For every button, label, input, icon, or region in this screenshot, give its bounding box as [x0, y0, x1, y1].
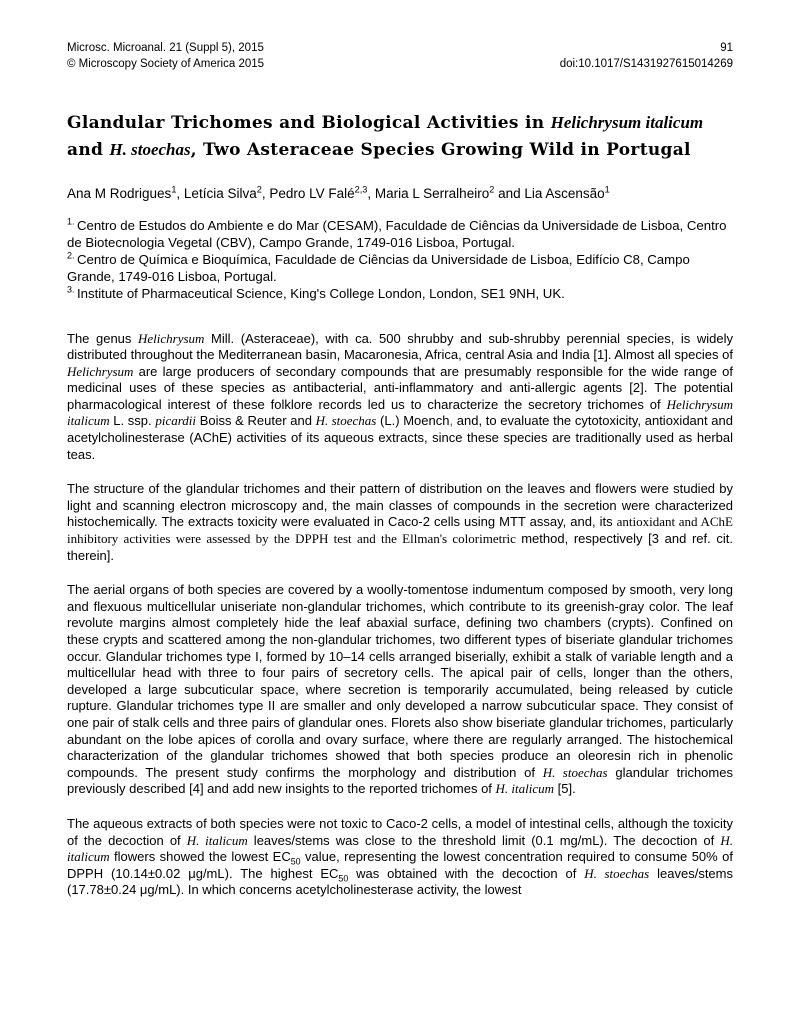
paragraph-2: The structure of the glandular trichomes and their pattern of distribution on the leaves and flowers were studied by light and scanning electron microscopy and, the main classes of compounds in the secretion were characterized histochemically. The extracts toxicity were evaluated in Caco-2 cells using MTT assay, and, its antioxidant and AChE inhibitory activities were assessed by the DPPH test and the Ellman's colorimetric method, respectively [3 and ref. cit. therein].: [67, 481, 733, 563]
journal-reference: Microsc. Microanal. 21 (Suppl 5), 2015: [67, 42, 264, 54]
header-right: [560, 40, 733, 72]
doi-line: doi:10.1017/S1431927615014269: [559, 58, 733, 71]
page-header: [67, 40, 733, 72]
paragraph-3: The aerial organs of both species are covered by a woolly-tomentose indumentum composed by smooth, very long and flexuous multicellular uniseriate non-glandular trichomes, which contribute to its greenish-gray color. The leaf revolute margins almost completely hide the leaf abaxial surface, defining two chambers (crypts). Confined on these crypts and scattered among the non-glandular trichomes, two different types of biseriate glandular trichomes occur. Glandular trichomes type I, formed by 10–14 cells arranged biserially, exhibit a stalk of variable length and a multicellular head with three to four pairs of secretory cells. The apical pair of cells, longer than the others, developed a large subcuticular space, where secretion is temporarily accumulated, being released by cuticle rupture. Glandular trichomes type II are smaller and only developed a narrow subcuticular space. They consist of one pair of stalk cells and three pairs of glandular ones. Florets also show biseriate glandular trichomes, particularly abundant on the lobe apices of corolla and ovary surface, where there are regularly arranged. The histochemical characterization of the glandular trichomes showed that both species produce an oleoresin rich in phenolic compounds. The present study confirms the morphology and distribution of H. stoechas glandular trichomes previously described [4] and add new insights to the reported trichomes of H. italicum [5].: [67, 582, 733, 797]
affiliation-2: $^{2.}$ Centro de Química e Bioquímica, Faculdade de Ciências da Universidade de Lisboa, Edifício C8, Campo Grande, 1749-016 Lisboa, Portugal.: [67, 250, 690, 285]
abstract-body: [67, 331, 733, 899]
paragraph-1: The genus Helichrysum Mill. (Asteraceae), with ca. 500 shrubby and sub-shrubby perennial species, is widely distributed throughout the Mediterranean basin, Macaronesia, Africa, central Asia and India [1]. Almost all species of Helichrysum are large producers of secondary compounds that are presumably responsible for the wide range of medicinal uses of these species as antibacterial, anti-inflammatory and anti-allergic agents [2]. The potential pharmacological interest of these folklore records led us to characterize the secretory trichomes of Helichrysum italicum L. ssp. picardii Boiss & Reuter and H. stoechas (L.) Moench, and, to evaluate the cytotoxicity, antioxidant and acetylcholinesterase (AChE) activities of its aqueous extracts, since these species are traditionally used as herbal teas.: [67, 330, 734, 462]
affiliation-1: $^{1.}$ Centro de Estudos do Ambiente e do Mar (CESAM), Faculdade de Ciências da Universidade de Lisboa, Centro de Biotecnologia Vegetal (CBV), Campo Grande, 1749-016 Lisboa, Portugal.: [67, 216, 727, 250]
copyright-line: © Microscopy Society of America 2015: [67, 58, 265, 71]
affiliations-block: [67, 217, 733, 303]
header-left: [67, 40, 264, 72]
paragraph-4: The aqueous extracts of both species were not toxic to Caco-2 cells, a model of intestinal cells, although the toxicity of the decoction of H. italicum leaves/stems was close to the threshold limit (0.1 mg/mL). The decoction of H. italicum flowers showed the lowest $EC_{50}$ value, representing the lowest concentration required to consume 50% of DPPH (10.14±0.02 μg/mL). The highest $EC_{50}$ was obtained with the decoction of H. stoechas leaves/stems (17.78±0.24 μg/mL). In which concerns acetylcholinesterase activity, the lowest: [67, 815, 733, 898]
affiliation-3: $^{3.}$ Institute of Pharmaceutical Science, King's College London, London, SE1 9NH, UK.: [67, 284, 565, 302]
authors-line: Ana M Rodrigues$^1$, Letícia Silva$^2$, Pedro LV Falé$^{2,3}$, Maria L Serralheiro$^2$ and Lia Ascensão$^1$: [67, 184, 610, 202]
page-number: 91: [720, 42, 733, 54]
paper-title: Glandular Trichomes and Biological Activities in Helichrysum italicum and H. stoechas, Two Asteraceae Species Growing Wild in Portugal: [67, 113, 704, 160]
